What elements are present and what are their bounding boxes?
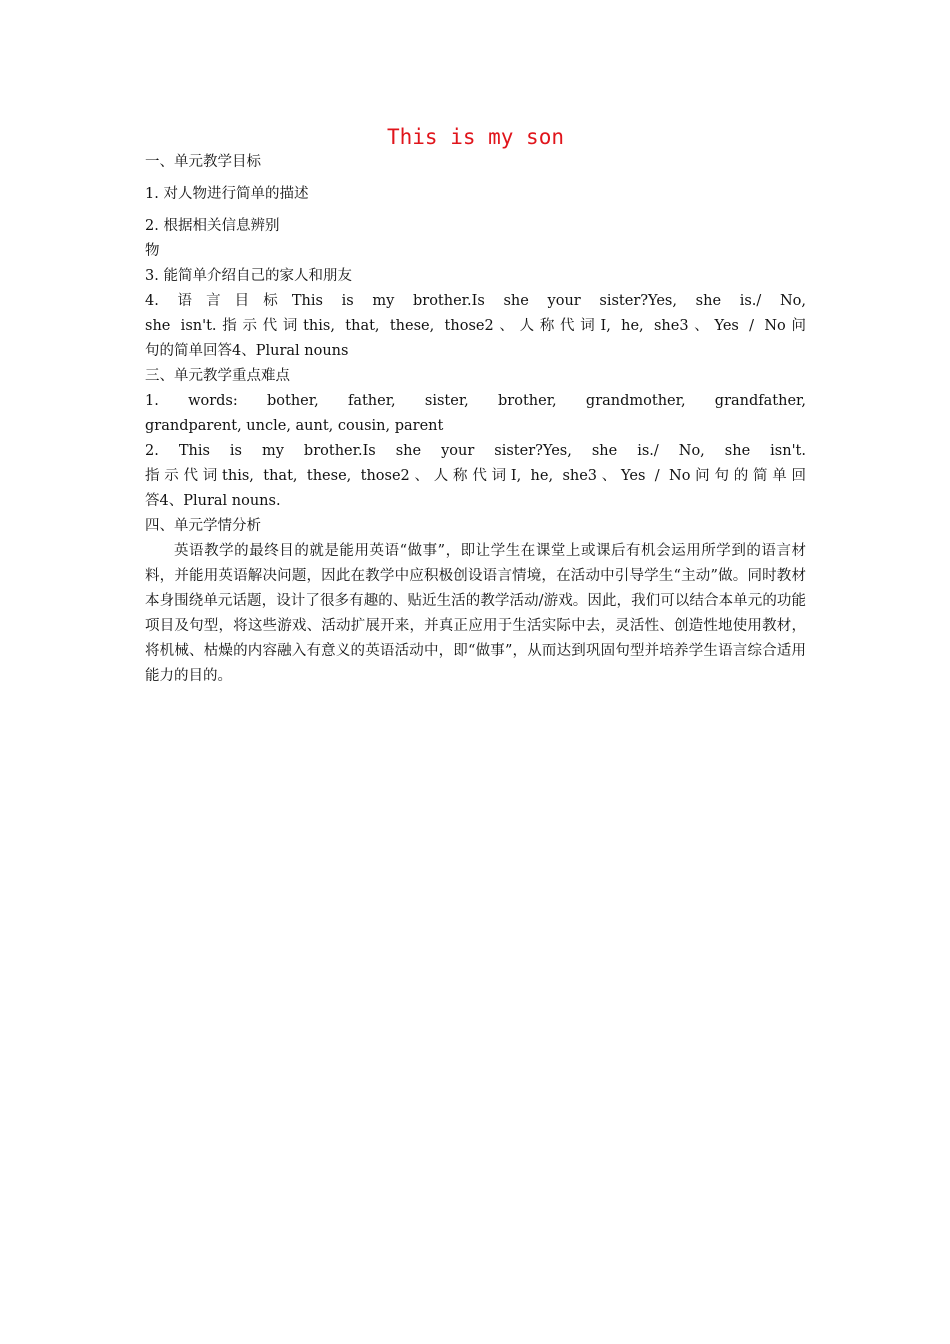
section-heading-key-points: 三、单元教学重点难点	[145, 368, 290, 384]
focus-item-1-line-2: grandparent, uncle, aunt, cousin, parent	[145, 418, 444, 434]
analysis-paragraph: 英语教学的最终目的就是能用英语“做事”，即让学生在课堂上或课后有机会运用所学到的语言材料，并能用英语解决问题，因此在教学中应积极创设语言情境，在活动中引导学生“主动”做。同时教材本身围绕单元话题，设计了很多有趣的、贴近生活的教学活动/游戏。因此，我们可以结合本单元的功能项目及句型，将这些游戏、活动扩展开来，并真正应用于生活实际中去，灵活性、创造性地使用教材，将机械、枯燥的内容融入有意义的英语活动中，即“做事”，从而达到巩固句型并培养学生语言综合适用能力的目的。	[145, 543, 806, 684]
focus-item-2-line-3: 答4、Plural nouns.	[145, 493, 281, 509]
document-content	[145, 124, 806, 689]
focus-item-2-line-1: 2. This is my brother.Is she your sister?Yes, she is./ No, she isn't.	[145, 443, 806, 459]
focus-item-2-line-2: 指示代词this, that, these, those2、人称代词I, he, she3、Yes / No问句的简单回	[145, 468, 806, 484]
section-heading-learner-analysis: 四、单元学情分析	[145, 518, 261, 534]
goal-item-1: 1. 对人物进行简单的描述	[145, 186, 309, 202]
goal-item-4-line-2: she isn't.指示代词this, that, these, those2、人称代词I, he, she3、Yes / No问	[145, 318, 806, 334]
goal-item-2: 2. 根据相关信息辨别	[145, 218, 280, 234]
focus-item-1-line-1: 1. words: bother, father, sister, brother, grandmother, grandfather,	[145, 393, 806, 409]
goal-item-4-line-1: 4. 语言目标This is my brother.Is she your sister?Yes, she is./ No,	[145, 293, 806, 309]
goal-item-2-continued: 物	[145, 243, 160, 259]
section-heading-unit-goals: 一、单元教学目标	[145, 154, 261, 170]
goal-item-3: 3. 能简单介绍自己的家人和朋友	[145, 268, 352, 284]
document-title: This is my son	[386, 125, 564, 149]
goal-item-4-line-3: 句的简单回答4、Plural nouns	[145, 343, 349, 359]
